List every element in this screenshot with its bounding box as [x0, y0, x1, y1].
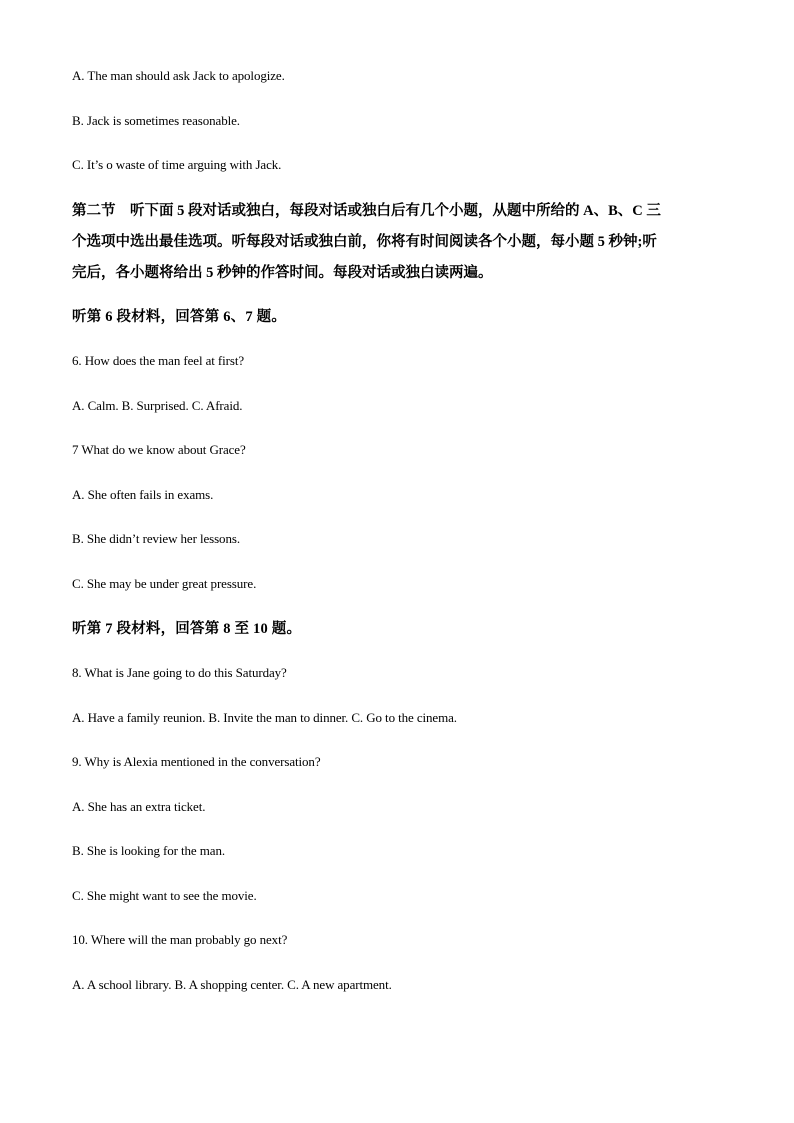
option-text: A. She has an extra ticket. [72, 799, 206, 814]
instructions-line: 完后，各小题将给出 5 秒钟的作答时间。每段对话或独白读两遍。 [72, 265, 493, 281]
instructions-line: 个选项中选出最佳选项。听每段对话或独白前，你将有时间阅读各个小题，每小题 5 秒钟;听 [72, 234, 657, 250]
question-text: 9. Why is Alexia mentioned in the conversation? [72, 754, 321, 769]
option-text: A. Calm. B. Surprised. C. Afraid. [72, 398, 243, 413]
question-text: 7 What do we know about Grace? [72, 442, 246, 457]
option-text: C. She may be under great pressure. [72, 576, 257, 591]
section-instructions [72, 196, 724, 289]
question-text: 6. How does the man feel at first? [72, 353, 245, 368]
option-text: B. She is looking for the man. [72, 843, 225, 858]
option-text: C. She might want to see the movie. [72, 888, 257, 903]
group-heading: 听第 6 段材料，回答第 6、7 题。 [72, 309, 287, 325]
option-text: A. Have a family reunion. B. Invite the man to dinner. C. Go to the cinema. [72, 710, 457, 725]
option-text: A. She often fails in exams. [72, 487, 214, 502]
group-heading: 听第 7 段材料，回答第 8 至 10 题。 [72, 621, 302, 637]
question-text: 10. Where will the man probably go next? [72, 932, 288, 947]
instructions-line: 第二节 听下面 5 段对话或独白，每段对话或独白后有几个小题，从题中所给的 A、B、C 三 [72, 203, 661, 219]
option-text: B. She didn’t review her lessons. [72, 531, 240, 546]
option-text: B. Jack is sometimes reasonable. [72, 113, 240, 128]
option-text: C. It’s o waste of time arguing with Jack. [72, 157, 282, 172]
question-text: 8. What is Jane going to do this Saturday? [72, 665, 287, 680]
option-text: A. The man should ask Jack to apologize. [72, 68, 285, 83]
option-text: A. A school library. B. A shopping center. C. A new apartment. [72, 977, 392, 992]
